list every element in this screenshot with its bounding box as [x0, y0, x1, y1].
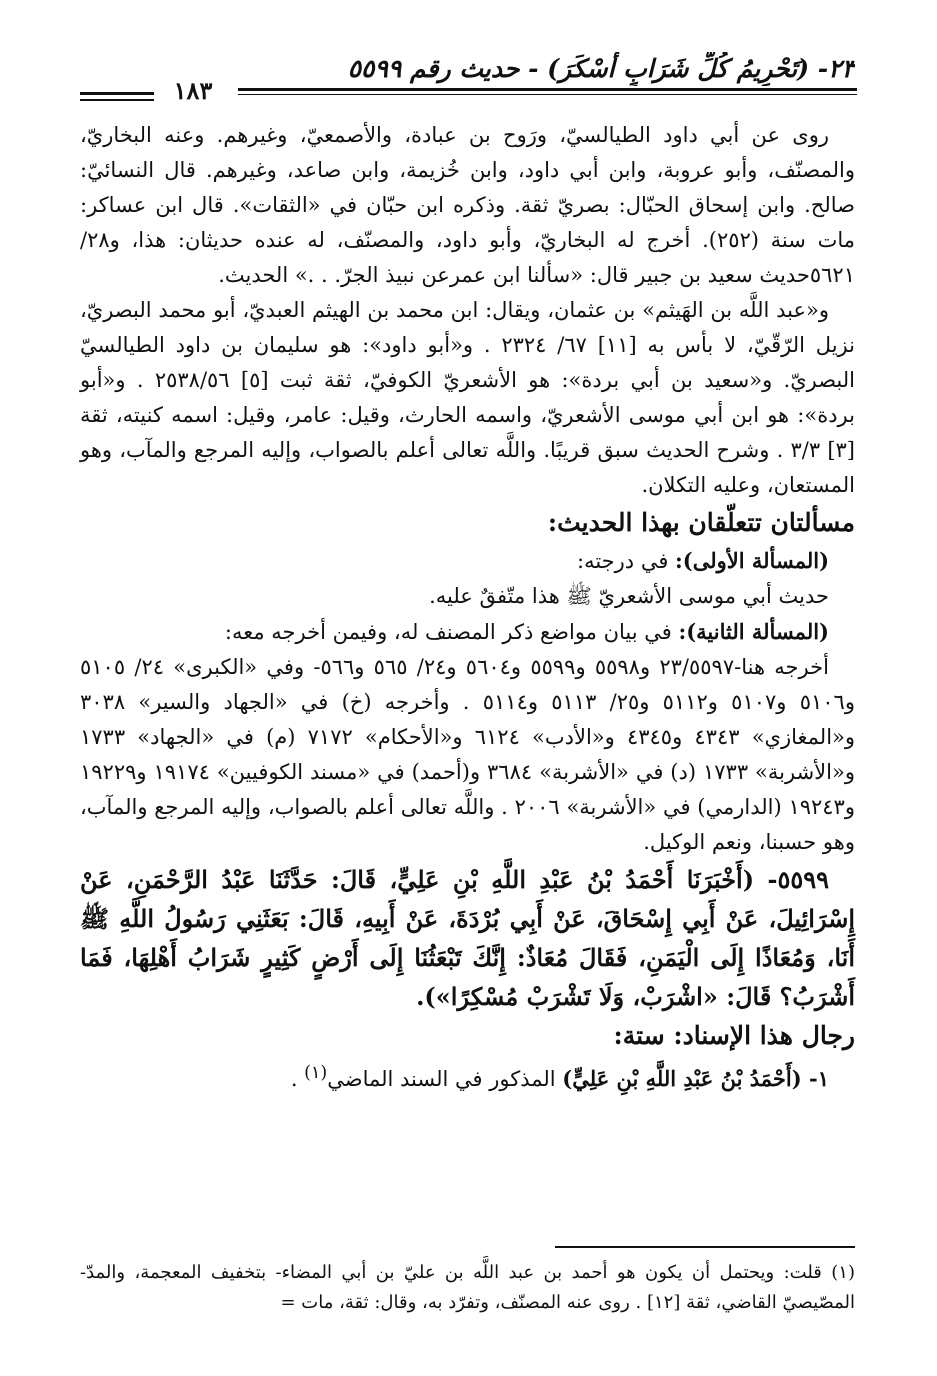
header-rule: [238, 88, 857, 91]
question-two-text: أخرجه هنا-٢٣/٥٥٩٧ و٥٥٩٨ و٥٥٩٩ و٥٦٠٤ و٢٤/ ٥٦٥ و٥٦٦- وفي «الكبرى» ٢٤/ ٥١٠٥ و٥١٠٦ و٥١٠٧ و٥١١٢ و٢٥/ ٥١١٣ و٥١١٤ . وأخرجه (خ) في «الجهاد والسير» ٣٠٣٨ و«المغازي» ٤٣٤٣ و٤٣٤٥ و«الأدب» ٦١٢٤ و«الأحكام» ٧١٧٢ (م) في «الجهاد» ١٧٣٣ و«الأشربة» ١٧٣٣ (د) في «الأشربة» ٣٦٨٤ و(أحمد) في «مسند الكوفيين» ١٩١٧٤ و١٩٢٢٩ و١٩٢٤٣ (الدارمي) في «الأشربة» ٢٠٠٦ . واللَّه تعالى أعلم بالصواب، وإليه المرجع والمآب، وهو حسبنا، ونعم الوكيل.: [80, 655, 856, 854]
footnote-marker: (١): [304, 1063, 328, 1083]
page-number-rule-top: [80, 92, 154, 95]
footnote-rule: [555, 1246, 855, 1248]
header-rule-thin: [238, 94, 857, 95]
body-text: [80, 118, 855, 1097]
running-title: ٢٣- (تَحْرِيمُ كُلِّ شَرَابٍ أَسْكَرَ) - حديث رقم ٥٥٩٩: [347, 54, 855, 83]
narrator-one-name: ١- (أَحْمَدُ بْنُ عَبْدِ اللَّهِ بْنِ عَلِيٍّ): [562, 1066, 829, 1091]
page-number-rule-bottom: [80, 99, 154, 101]
question-two-label: (المسألة الثانية):: [678, 619, 829, 644]
narrator-one: [80, 1056, 855, 1097]
section-heading: مسألتان تتعلّقان بهذا الحديث:: [547, 508, 855, 537]
question-two-heading: [80, 614, 855, 650]
page-number: ١٨٣: [173, 76, 213, 105]
paragraph: روى عن أبي داود الطيالسيّ، ورَوح بن عبادة، والأصمعيّ، وغيرهم. وعنه البخاريّ، والمصنّف، وأبو عروبة، وابن أبي داود، وابن خُزيمة، وابن صاعد، وغيرهم. قال النسائيّ: صالح. وابن إسحاق الحبّال: بصريّ ثقة. وذكره ابن حبّان في «الثقات». قال ابن عساكر: مات سنة (٢٥٢). أخرج له البخاريّ، وأبو داود، والمصنّف، له عنده حديثان: هذا، و٢٨/ ٥٦٢١حديث سعيد بن جبير قال: «سألنا ابن عمرعن نبيذ الجرّ. . .» الحديث.: [80, 123, 855, 287]
question-one-label: (المسألة الأولى):: [675, 548, 829, 573]
question-two-title: في بيان مواضع ذكر المصنف له، وفيمن أخرجه معه:: [224, 620, 679, 644]
narrators-heading: رجال هذا الإسناد: ستة:: [613, 1021, 855, 1050]
narrator-one-end: .: [290, 1067, 305, 1091]
paragraph: و«عبد اللَّه بن الهَيثم» بن عثمان، ويقال: ابن محمد بن الهيثم العبديّ، أبو محمد البصريّ، نزيل الرّقّيّ، لا بأس به [١١] ٦٧/ ٢٣٢٤ . و«أبو داود»: هو سليمان بن داود الطيالسيّ البصريّ. و«سعيد بن أبي بردة»: هو الأشعريّ الكوفيّ، ثقة ثبت [٥] ٢٥٣٨/٥٦ . و«أبو بردة»: هو ابن أبي موسى الأشعريّ، واسمه الحارث، وقيل: عامر، وقيل: اسمه كنيته، ثقة [٣] ٣/٣ . وشرح الحديث سبق قريبًا. واللَّه تعالى أعلم بالصواب، وإليه المرجع والمآب، وهو المستعان، وعليه التكلان.: [80, 298, 855, 497]
footnote: (١) قلت: ويحتمل أن يكون هو أحمد بن عبد اللَّه بن عليّ بن أبي المضاء- بتخفيف المعجمة، والمدّ- المصّيصيّ القاضي، ثقة [١٢] . روى عنه المصنّف، وتفرّد به، وقال: ثقة، مات =: [80, 1262, 855, 1313]
narrator-one-text: المذكور في السند الماضي: [327, 1067, 563, 1091]
hadith-text: ٥٥٩٩- (أَخْبَرَنَا أَحْمَدُ بْنُ عَبْدِ اللَّهِ بْنِ عَلِيٍّ، قَالَ: حَدَّثَنَا عَبْدُ الرَّحْمَنِ، عَنْ إِسْرَائِيلَ، عَنْ أَبِي إِسْحَاقَ، عَنْ أَبِي بُرْدَةَ، عَنْ أَبِيهِ، قَالَ: بَعَثَنِي رَسُولُ اللَّهِ ﷺ أَنَا، وَمُعَاذًا إِلَى الْيَمَنِ، فَقَالَ مُعَاذٌ: إِنَّكَ تَبْعَثُنَا إِلَى أَرْضٍ كَثِيرٍ شَرَابُ أَهْلِهَا، فَمَا أَشْرَبُ؟ قَالَ: «اشْرَبْ، وَلَا تَشْرَبْ مُسْكِرًا»).: [80, 865, 855, 1011]
footnotes: [80, 1258, 855, 1318]
question-one-heading: [80, 543, 855, 579]
question-one-text: حديث أبي موسى الأشعريّ ﷺ هذا متّفقٌ عليه.: [429, 584, 829, 608]
question-one-title: في درجته:: [577, 549, 676, 573]
